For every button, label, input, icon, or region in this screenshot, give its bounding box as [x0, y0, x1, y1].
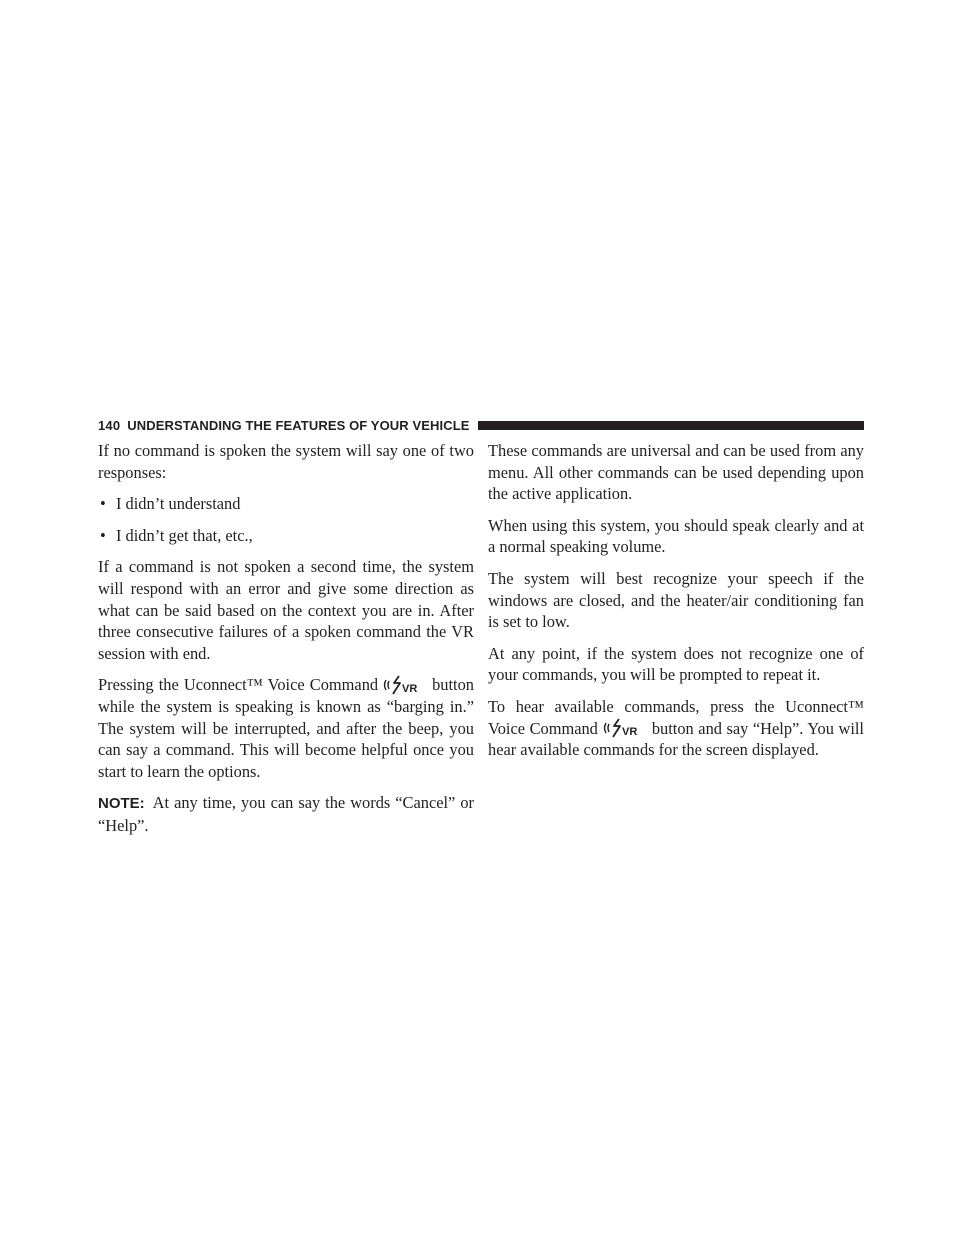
- svg-text:VR: VR: [402, 682, 418, 695]
- list-item: [98, 493, 474, 515]
- paragraph-barging-in: [98, 674, 474, 782]
- bullet-icon: •: [100, 525, 106, 545]
- page-number: 140: [98, 417, 121, 433]
- svg-text:VR: VR: [621, 725, 638, 738]
- help-text-before: To hear available commands, press the Uconnect™ Voice Command: [488, 696, 864, 738]
- bullet-icon: •: [100, 494, 106, 514]
- voice-command-vr-icon: [602, 718, 648, 738]
- paragraph-speak-clearly: When using this system, you should speak clearly and at a normal speaking volume.: [488, 515, 864, 557]
- note-text: At any time, you can say the words “Cancel” or “Help”.: [98, 793, 474, 835]
- right-column: [488, 440, 864, 771]
- list-item: [98, 525, 474, 547]
- page-header: [98, 416, 864, 434]
- list-item-text: I didn’t understand: [116, 494, 241, 514]
- paragraph-universal: These commands are universal and can be used from any menu. All other commands can be used depending upon the active application.: [488, 441, 864, 504]
- voice-command-vr-icon: [382, 675, 428, 695]
- header-rule: [478, 421, 864, 430]
- note-label: NOTE:: [98, 795, 145, 813]
- section-title: UNDERSTANDING THE FEATURES OF YOUR VEHICLE: [127, 417, 470, 433]
- paragraph-no-command: If no command is spoken the system will say one of two responses:: [98, 441, 474, 482]
- help-text-after: button and say “Help”. You will hear available commands for the screen displayed.: [488, 718, 864, 760]
- list-item-text: I didn’t get that, etc.,: [116, 525, 253, 545]
- paragraph-failures: If a command is not spoken a second time, the system will respond with an error and give some direction as what can be said based on the context you are in. After three consecutive failures of a spoken command the VR session with end.: [98, 557, 474, 663]
- barging-text-after: button while the system is speaking is known as “barging in.” The system will be interrupted, and after the beep, you can say a command. This will become helpful once you start to learn the options.: [98, 675, 474, 781]
- paragraph-repeat: At any point, if the system does not recognize one of your commands, you will be prompted to repeat it.: [488, 643, 864, 685]
- left-column: [98, 440, 474, 847]
- note-paragraph: [98, 792, 474, 836]
- barging-text-before: Pressing the Uconnect™ Voice Command: [98, 675, 379, 695]
- paragraph-help: [488, 696, 864, 761]
- paragraph-recognize: The system will best recognize your speech if the windows are closed, and the heater/air conditioning fan is set to low.: [488, 568, 864, 632]
